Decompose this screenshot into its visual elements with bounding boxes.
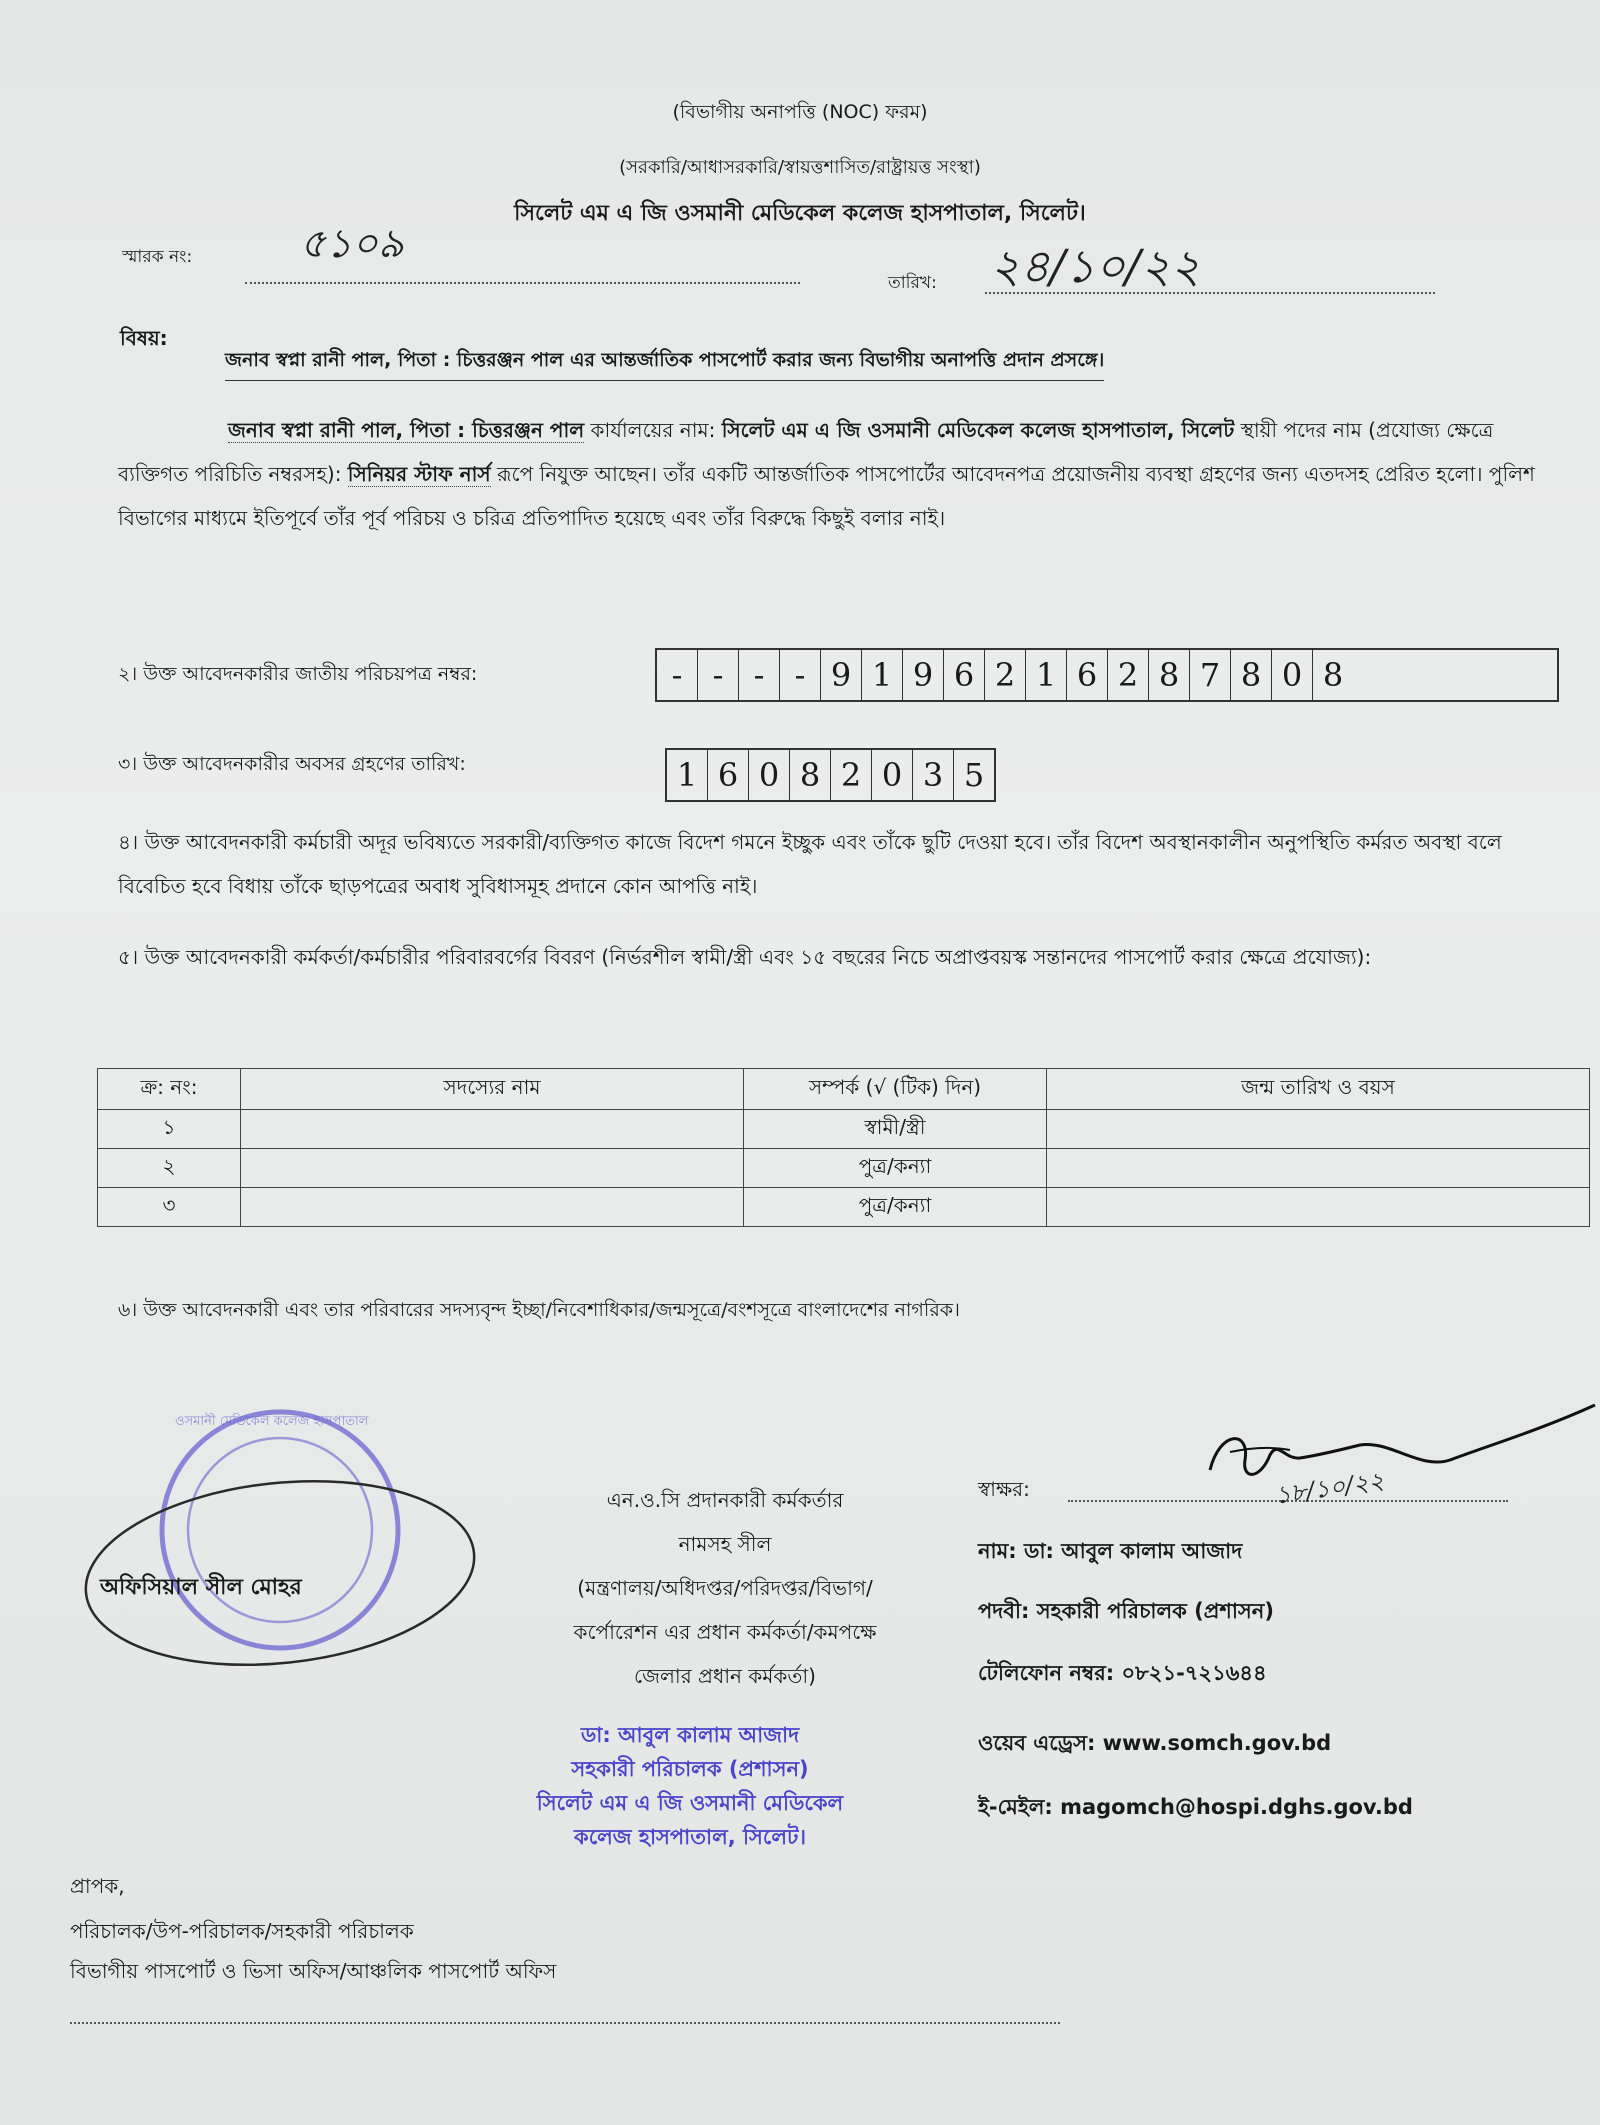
officer-rubber-stamp [505, 1718, 875, 1854]
nid-label: ২। উক্ত আবেদনকারীর জাতীয় পরিচয়পত্র নম্বর: [118, 663, 478, 685]
retirement-date-label: ৩। উক্ত আবেদনকারীর অবসর গ্রহণের তারিখ: [118, 753, 466, 775]
officer-email: ই-মেইল: magomch@hospi.dghs.gov.bd [978, 1795, 1413, 1819]
signature-date: ১৮/১০/২২ [1273, 1466, 1386, 1510]
stamp-line: ডা: আবুল কালাম আজাদ [580, 1723, 800, 1747]
officer-designation: পদবী: সহকারী পরিচালক (প্রশাসন) [978, 1599, 1274, 1623]
table-row [98, 1149, 1590, 1188]
date-value: ২৪/১০/২২ [990, 239, 1201, 293]
body-rest: রূপে নিযুক্ত আছেন। তাঁর একটি আন্তর্জাতিক পাসপোর্টের আবেদনপত্র প্রয়োজনীয় ব্যবস্থা গ্রহণের জন্য এতদসহ প্রেরিত হলো। পুলিশ বিভাগের মাধ্যমে ইতিপূর্বে তাঁর পূর্ব পরিচয় ও চরিত্র প্রতিপাদিত হয়েছে এবং তাঁর বিরুদ্ধে কিছুই বলার নাই। [118, 462, 1535, 530]
form-title: (বিভাগীয় অনাপত্তি (NOC) ফরম) [672, 101, 928, 123]
memo-line [245, 282, 800, 284]
round-stamp-text: ওসমানী মেডিকেল কলেজ হাসপাতাল [175, 1414, 369, 1429]
row-serial: ২ [98, 1149, 241, 1188]
stamp-line: কলেজ হাসপাতাল, সিলেট। [574, 1825, 806, 1849]
row-relation[interactable]: পুত্র/কন্যা [744, 1149, 1047, 1188]
nid-digit: 9 [821, 650, 862, 700]
post-name: সিনিয়র স্টাফ নার্স [347, 462, 491, 486]
officer-phone: টেলিফোন নম্বর: ০৮২১-৭২১৬৪৪ [978, 1661, 1267, 1685]
item-4-text: ৪। উক্ত আবেদনকারী কর্মচারী অদূর ভবিষ্যতে সরকারী/ব্যক্তিগত কাজে বিদেশ গমনে ইচ্ছুক এবং তাঁকে ছুটি দেওয়া হবে। তাঁর বিদেশ অবস্থানকালীন অনুপস্থিতি কর্মরত অবস্থা বলে বিবেচিত হবে বিধায় তাঁকে ছাড়পত্রের অবাধ সুবিধাসমূহ প্রদানে কোন আপত্তি নাই। [118, 830, 1502, 898]
row-birth-date[interactable] [1047, 1149, 1590, 1188]
officer-website: ওয়েব এড্রেস: www.somch.gov.bd [978, 1731, 1332, 1755]
row-serial: ৩ [98, 1188, 241, 1227]
applicant-name: জনাব স্বপ্না রানী পাল, পিতা : চিত্তরঞ্জন পাল [228, 418, 585, 442]
nid-digit: 8 [1231, 650, 1272, 700]
nid-digit: 2 [1108, 650, 1149, 700]
retirement-digit: 1 [667, 750, 708, 800]
retirement-digit: 8 [790, 750, 831, 800]
recipient-address-line [70, 2022, 1060, 2024]
nid-digit: 6 [1067, 650, 1108, 700]
memo-number: ৫১০৯ [300, 221, 404, 267]
office-name-label: কার্যালয়ের নাম: [584, 418, 722, 442]
caption-line: কর্পোরেশন এর প্রধান কর্মকর্তা/কমপক্ষে [573, 1620, 877, 1644]
handwritten-signature [1190, 1400, 1600, 1510]
row-member-name[interactable] [241, 1110, 744, 1149]
nid-digit: 8 [1322, 656, 1344, 694]
item-5-text: ৫। উক্ত আবেদনকারী কর্মকর্তা/কর্মচারীর পরিবারবর্গের বিবরণ (নির্ভরশীল স্বামী/স্ত্রী এবং ১৫ বছরের নিচে অপ্রাপ্তবয়স্ক সন্তানদের পাসপোর্ট করার ক্ষেত্রে প্রযোজ্য): [118, 945, 1372, 969]
subject-label: বিষয়: [120, 326, 168, 350]
caption-line: (মন্ত্রণালয়/অধিদপ্তর/পরিদপ্তর/বিভাগ/ [577, 1576, 873, 1600]
retirement-digit: 2 [831, 750, 872, 800]
nid-digit: 6 [944, 650, 985, 700]
recipient-label: প্রাপক, [70, 1874, 125, 1898]
family-table [97, 1068, 1590, 1227]
col-relation: সম্পর্ক (√ (টিক) দিন) [744, 1069, 1047, 1110]
nid-digit: 1 [1026, 650, 1067, 700]
row-birth-date[interactable] [1047, 1188, 1590, 1227]
row-relation[interactable]: পুত্র/কন্যা [744, 1188, 1047, 1227]
nid-digit: 2 [985, 650, 1026, 700]
caption-line: এন.ও.সি প্রদানকারী কর্মকর্তার [606, 1488, 844, 1512]
retirement-date-boxes [665, 748, 996, 802]
body-paragraph [118, 408, 1558, 540]
recipient-line-1: পরিচালক/উপ-পরিচালক/সহকারী পরিচালক [70, 1919, 414, 1943]
date-label: তারিখ: [888, 273, 937, 293]
nid-digit: 0 [1272, 650, 1313, 700]
nid-digit: 9 [903, 650, 944, 700]
noc-officer-caption [490, 1478, 960, 1698]
signature-label: স্বাক্ষর: [978, 1477, 1030, 1501]
nid-digit: 8 [1149, 650, 1190, 700]
item-6-text: ৬। উক্ত আবেদনকারী এবং তার পরিবারের সদস্যবৃন্দ ইচ্ছা/নিবেশাধিকার/জন্মসূত্রে/বংশসূত্রে বাংলাদেশের নাগরিক। [118, 1299, 960, 1321]
col-serial: ক্র: নং: [98, 1069, 241, 1110]
row-serial: ১ [98, 1110, 241, 1149]
stamp-line: সিলেট এম এ জি ওসমানী মেডিকেল [536, 1791, 844, 1815]
retirement-digit: 0 [749, 750, 790, 800]
form-subtitle: (সরকারি/আধাসরকারি/স্বায়ত্তশাসিত/রাষ্ট্রায়ত্ত সংস্থা) [619, 157, 981, 178]
nid-number-boxes [655, 648, 1559, 702]
nid-digit: - [739, 650, 780, 700]
row-member-name[interactable] [241, 1149, 744, 1188]
nid-digit: - [657, 650, 698, 700]
col-member-name: সদস্যের নাম [241, 1069, 744, 1110]
row-birth-date[interactable] [1047, 1110, 1590, 1149]
retirement-digit: 3 [913, 750, 954, 800]
post-label: স্থায়ী পদের নাম (প্রযোজ্য ক্ষেত্রে ব্যক্তিগত পরিচিতি নম্বরসহ): [118, 418, 1494, 486]
nid-digit: 7 [1190, 650, 1231, 700]
retirement-digit: 0 [872, 750, 913, 800]
table-row [98, 1188, 1590, 1227]
caption-line: নামসহ সীল [678, 1532, 772, 1556]
nid-digit: - [780, 650, 821, 700]
nid-digit: 1 [862, 650, 903, 700]
memo-label: স্মারক নং: [122, 247, 193, 267]
official-seal-label: অফিসিয়াল সীল মোহর [100, 1575, 302, 1600]
official-seal-graphic [80, 1395, 500, 1695]
institution-name: সিলেট এম এ জি ওসমানী মেডিকেল কলেজ হাসপাতাল, সিলেট। [514, 201, 1086, 226]
table-row [98, 1110, 1590, 1149]
retirement-digit: 6 [708, 750, 749, 800]
stamp-line: সহকারী পরিচালক (প্রশাসন) [571, 1757, 809, 1781]
subject-text: জনাব স্বপ্না রানী পাল, পিতা : চিত্তরঞ্জন পাল এর আন্তর্জাতিক পাসপোর্ট করার জন্য বিভাগীয় অনাপত্তি প্রদান প্রসঙ্গে। [225, 346, 1104, 381]
officer-name: নাম: ডা: আবুল কালাম আজাদ [978, 1539, 1243, 1563]
row-relation[interactable]: স্বামী/স্ত্রী [744, 1110, 1047, 1149]
row-member-name[interactable] [241, 1188, 744, 1227]
caption-line: জেলার প্রধান কর্মকর্তা) [633, 1664, 816, 1688]
recipient-line-2: বিভাগীয় পাসপোর্ট ও ভিসা অফিস/আঞ্চলিক পাসপোর্ট অফিস [70, 1959, 557, 1983]
table-header-row [98, 1069, 1590, 1110]
nid-digit: - [698, 650, 739, 700]
office-name: সিলেট এম এ জি ওসমানী মেডিকেল কলেজ হাসপাতাল, সিলেট [721, 418, 1235, 442]
retirement-digit: 5 [963, 756, 985, 794]
col-birth-date-age: জন্ম তারিখ ও বয়স [1047, 1069, 1590, 1110]
